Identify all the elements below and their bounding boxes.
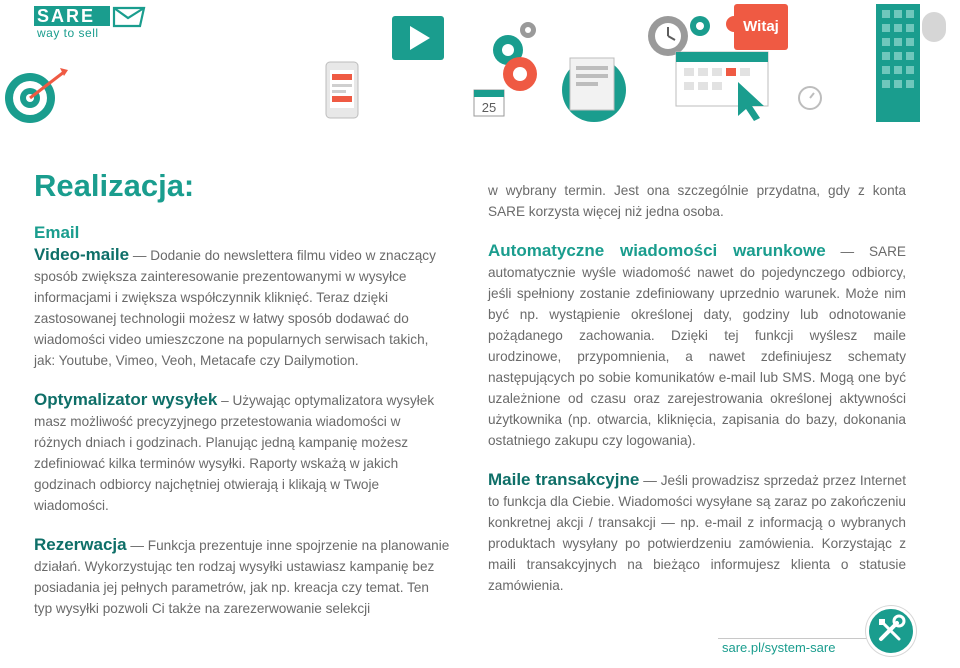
automatic-messages-heading: Automatyczne wiadomości warunkowe bbox=[488, 241, 826, 260]
video-mail-paragraph bbox=[34, 244, 450, 371]
page-title: Realizacja: bbox=[34, 168, 195, 203]
browser-cursor-icon bbox=[562, 58, 626, 122]
greeting-bubble: Witaj bbox=[734, 4, 788, 50]
logo-tagline: way to sell bbox=[37, 26, 99, 40]
right-column bbox=[488, 180, 906, 614]
section-label-email: Email bbox=[34, 223, 80, 242]
transactional-heading: Maile transakcyjne bbox=[488, 470, 640, 489]
stopwatch-icon bbox=[799, 87, 821, 109]
header-illustration bbox=[0, 0, 960, 140]
reservation-text: Funkcja prezentuje inne spojrzenie na planowanie działań. Wykorzystując ten rodzaj wysyłki ustawiasz kampanię bez posiadania jej pełnych parametrów, jak np. kreacja czy temat. Ten typ wysyłki pozwoli Ci także na zarezerwowanie selekcji bbox=[34, 538, 450, 616]
keyboard-icon bbox=[876, 4, 946, 122]
video-mail-text: Dodanie do newslettera filmu video w znaczący sposób zwiększa zainteresowanie prezentowanymi w wysyłce informacjami i zwiększa współczynnik kliknięć. Teraz dzięki zastosowanej technologii możesz w łatwy sposób dodawać do wiadomości video umieszczone na popularnych serwisach takich, jak: Youtube, Vimeo, Veoh, Metacafe czy Dailymotion. bbox=[34, 248, 436, 368]
optimizer-paragraph bbox=[34, 389, 450, 516]
calendar-icon bbox=[676, 52, 768, 121]
tools-badge bbox=[866, 606, 916, 656]
optimizer-heading: Optymalizator wysyłek bbox=[34, 390, 218, 409]
video-mail-dash: — bbox=[132, 248, 147, 263]
transactional-dash: — bbox=[643, 473, 657, 488]
small-calendar-icon bbox=[474, 90, 504, 116]
video-play-icon bbox=[392, 16, 444, 60]
video-mail-heading: Video-maile bbox=[34, 245, 130, 264]
reservation-paragraph bbox=[34, 534, 450, 619]
tools-icon bbox=[869, 609, 913, 653]
target-icon bbox=[5, 68, 68, 123]
reservation-dash: — bbox=[130, 538, 144, 553]
optimizer-dash: – bbox=[221, 393, 229, 408]
automatic-messages-dash: — bbox=[840, 244, 855, 259]
left-column bbox=[34, 222, 450, 637]
logo-wordmark: SARE bbox=[34, 6, 110, 26]
reservation-continuation: w wybrany termin. Jest ona szczególnie przydatna, gdy z konta SARE korzysta więcej niż jedna osoba. bbox=[488, 183, 906, 219]
phone-icon bbox=[326, 62, 358, 118]
gears-icon bbox=[493, 22, 537, 91]
automatic-messages-paragraph bbox=[488, 240, 906, 451]
optimizer-text: Używając optymalizatora wysyłek masz możliwość precyzyjnego przetestowania wiadomości w różnych dniach i godzinach. Planując jedną kampanię możesz zdefiniować kilka terminów wysyłki. Raporty wskażą w jakich godzinach odbiorcy najchętniej otwierają i klikają w Twoje wiadomości. bbox=[34, 393, 435, 513]
calendar-day-number: 25 bbox=[481, 100, 497, 115]
transactional-paragraph bbox=[488, 469, 906, 596]
automatic-messages-text: SARE automatycznie wyśle wiadomość nawet do pojedynczego odbiorcy, jeśli spełniony zostanie zdefiniowany uprzednio warunek. Może nim być np. wystąpienie określonej daty, godziny lub odnotowanie pożądanego zachowania. Dzięki tej funkcji wyślesz maile urodzinowe, przypomnienia, a nawet zdefiniujesz schematy następujących po sobie komunikatów e-mail lub SMS. Mogą one być uzależnione od czasu oraz zarejestrowania określonej aktywności użytkownika (np. otwarcia, kliknięcia, zapisania do bazy, dokonania ostatniego zakupu czy logowania). bbox=[488, 244, 907, 448]
gear-clock-icon bbox=[648, 16, 710, 56]
reservation-heading: Rezerwacja bbox=[34, 535, 127, 554]
footer-link[interactable]: sare.pl/system-sare bbox=[722, 640, 836, 655]
transactional-text: Jeśli prowadzisz sprzedaż przez Internet to funkcja dla Ciebie. Wiadomości wysyłane są zaraz po zakończeniu konkretnej akcji / transakcji — np. e-mail z informacją o wybranych produktach wysyłany po potwierdzeniu zamówienia. Korzystając z maili transakcyjnych na bieżąco informujesz klienta o statusie zamówienia. bbox=[488, 473, 906, 593]
